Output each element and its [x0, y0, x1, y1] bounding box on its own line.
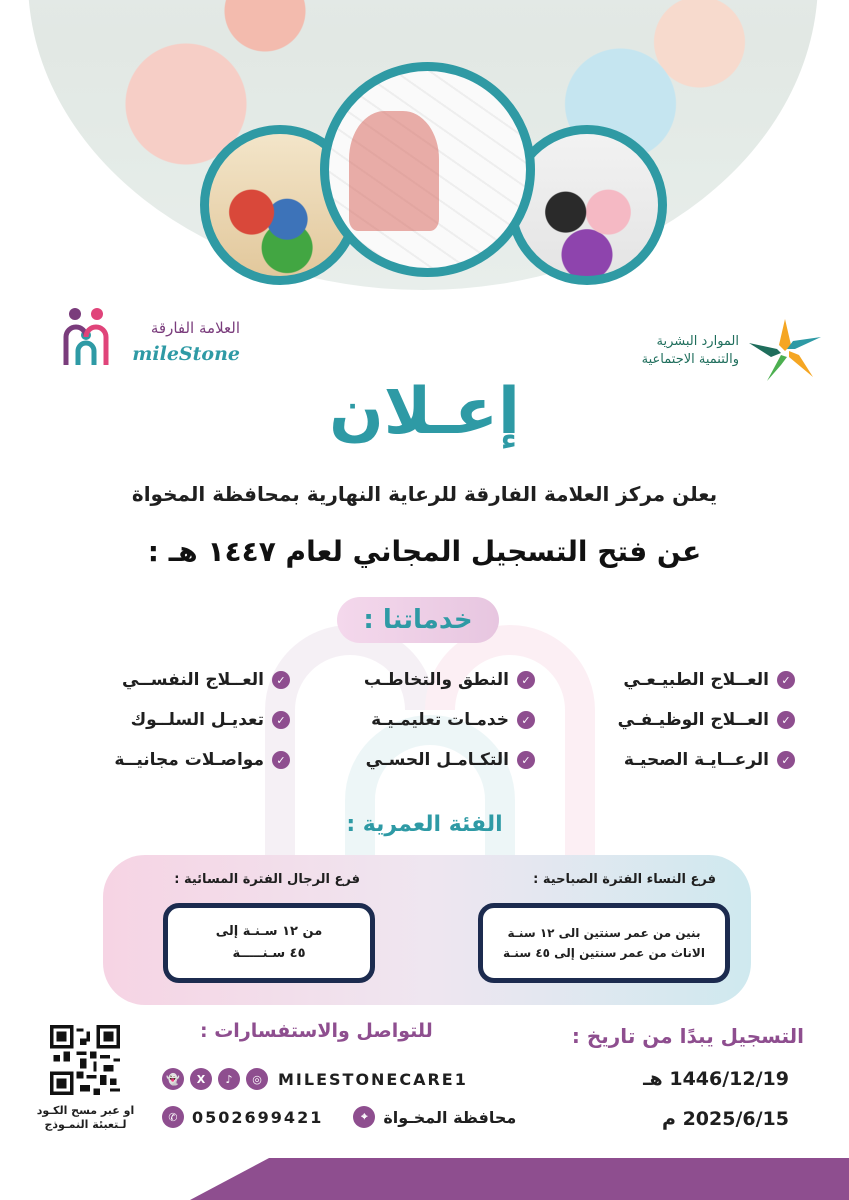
whatsapp-icon[interactable]: ✆ [162, 1106, 184, 1128]
snapchat-icon[interactable]: 👻 [162, 1068, 184, 1090]
milestone-logo [60, 305, 240, 373]
registration-date-gregorian: 2025/6/15 م [662, 1108, 789, 1130]
service-label: مواصـلات مجانيــة [114, 750, 264, 770]
location-pin-icon: ⌖ [353, 1106, 375, 1128]
check-icon: ✓ [517, 671, 535, 689]
announcement-subheadline: عن فتح التسجيل المجاني لعام ١٤٤٧ هـ : [147, 535, 702, 568]
ministry-name [642, 333, 739, 369]
qr-code[interactable] [50, 1025, 120, 1095]
service-item [535, 700, 795, 740]
men-age-line2: ٤٥ سـنـــــة [232, 946, 306, 961]
men-branch-label: فرع الرجال الفترة المسائية : [174, 872, 360, 887]
qr-caption-line1: او عبر مسح الكـود [36, 1104, 135, 1117]
service-item [290, 740, 535, 780]
contact-row [162, 1106, 516, 1128]
service-item [290, 700, 535, 740]
service-label: العــلاج النفســي [121, 670, 264, 690]
age-group-title: الفئة العمرية : [346, 812, 503, 837]
service-item [535, 660, 795, 700]
check-icon: ✓ [517, 751, 535, 769]
check-icon: ✓ [777, 671, 795, 689]
tiktok-icon[interactable]: ♪ [218, 1068, 240, 1090]
women-branch-label: فرع النساء الفترة الصباحية : [533, 872, 716, 887]
service-label: العــلاج الوظيـفـي [617, 710, 769, 730]
service-label: خدمـات تعليمـيـة [371, 710, 509, 730]
men-age-line1: من ١٢ سـنـة إلى [215, 924, 323, 939]
check-icon: ✓ [272, 751, 290, 769]
service-item [535, 740, 795, 780]
service-item [60, 660, 290, 700]
ministry-name-line1: الموارد البشرية [656, 334, 739, 349]
check-icon: ✓ [272, 671, 290, 689]
service-label: العــلاج الطبيـعـي [623, 670, 769, 690]
service-label: التكـامـل الحسـي [365, 750, 509, 770]
women-age-line2: الاناث من عمر سنتين إلى ٤٥ سنـة [503, 946, 705, 960]
announcement-title: إعـلان [329, 375, 520, 449]
registration-title: التسجيل يبدًا من تاريخ : [571, 1024, 804, 1048]
milestone-logo-english: mileStone [132, 343, 240, 365]
location-text: محافظة المخـواة [383, 1107, 517, 1127]
announcement-intro: يعلن مركز العلامة الفارقة للرعاية النهارية بمحافظة المخواة [131, 482, 718, 506]
check-icon: ✓ [777, 751, 795, 769]
qr-caption [28, 1104, 143, 1132]
women-age-line1: بنين من عمر سنتين الى ١٢ سنـة [507, 926, 701, 940]
milestone-family-icon [60, 305, 112, 369]
footer-bar [190, 1158, 849, 1200]
check-icon: ✓ [517, 711, 535, 729]
instagram-icon[interactable]: ◎ [246, 1068, 268, 1090]
hero-photo-area [0, 0, 849, 300]
registration-date-hijri: 1446/12/19 هـ [643, 1068, 789, 1090]
qr-caption-line2: لـتعبئة النمـوذج [44, 1118, 127, 1131]
phone-number[interactable]: 0502699421 [192, 1107, 324, 1127]
services-title: خدماتنا : [337, 597, 499, 643]
service-item [290, 660, 535, 700]
contact-title: للتواصل والاستفسارات : [200, 1020, 433, 1042]
service-label: الرعــايـة الصحيـة [623, 750, 769, 770]
social-handle[interactable]: MILESTONECARE1 [278, 1069, 468, 1089]
service-label: تعديـل السلــوك [130, 710, 264, 730]
men-age-box [163, 903, 375, 983]
check-icon: ✓ [777, 711, 795, 729]
check-icon: ✓ [272, 711, 290, 729]
x-icon[interactable]: X [190, 1068, 212, 1090]
services-list [60, 660, 795, 780]
milestone-logo-arabic: العلامة الفارقة [150, 319, 240, 337]
ministry-name-line2: والتنمية الاجتماعية [641, 352, 739, 367]
women-age-box [478, 903, 730, 983]
service-item [60, 740, 290, 780]
social-row [162, 1068, 468, 1090]
photo-child-coloring [320, 62, 535, 277]
service-label: النطق والتخاطـب [363, 670, 509, 690]
service-item [60, 700, 290, 740]
